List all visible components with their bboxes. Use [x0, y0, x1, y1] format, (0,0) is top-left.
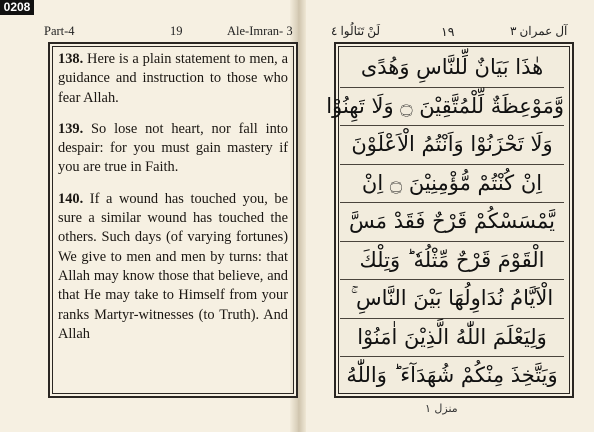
page-index-badge: 0208: [0, 0, 34, 15]
verse-text: If a wound has touched you, be sure a similar wound has touched the others. Such days (of varying fortunes) We give to men and men by turns: that Allah may know those that believe, and that He may take to Himself from your ranks Martyr-witnesses (to Truth). And Allah: [58, 190, 288, 342]
arabic-line: هٰذَا بَيَانٌ لِّلنَّاسِ وَهُدًى: [340, 49, 564, 88]
arabic-line: وَلِيَعْلَمَ اللّٰهُ الَّذِيْنَ اٰمَنُوْا: [340, 319, 564, 358]
verse-number: 140.: [58, 190, 84, 207]
arabic-line: الْقَوْمَ قَرْحٌ مِّثْلُهٗ ؕ وَتِلْكَ: [340, 242, 564, 281]
verse-number: 139.: [58, 120, 84, 137]
arabic-surah-label: آل عمران ٣: [510, 24, 568, 38]
arabic-text: [326, 49, 564, 389]
arabic-line: الْاَيَّامُ نُدَاوِلُهَا بَيْنَ النَّاسِ ۚ: [340, 280, 564, 319]
arabic-line: يَّمْسَسْكُمْ قَرْحٌ فَقَدْ مَسَّ: [340, 203, 564, 242]
part-label: Part-4: [44, 24, 75, 38]
verse-140: [58, 190, 288, 344]
right-page-number: ١٩: [441, 25, 455, 39]
arabic-juz-label: لَنْ تَنَالُوا ٤: [331, 24, 381, 38]
verse-text: So lose not heart, nor fall into despair: for you must gain mastery if you are true in Faith.: [58, 120, 288, 176]
arabic-line: وَّمَوْعِظَةٌ لِّلْمُتَّقِيْنَ ۝ وَلَا تَهِنُوْا: [340, 88, 564, 127]
surah-label: Ale-Imran- 3: [227, 24, 293, 38]
verse-139: [58, 120, 288, 178]
arabic-line: اِنْ كُنْتُمْ مُّؤْمِنِيْنَ ۝ اِنْ: [340, 165, 564, 204]
translation-text: [58, 50, 288, 356]
manzil-footer: منزل ١: [425, 402, 458, 415]
arabic-line: وَيَتَّخِذَ مِنْكُمْ شُهَدَآءَ ؕ وَاللّٰهُ: [346, 363, 558, 387]
verse-number: 138.: [58, 51, 84, 67]
arabic-line: وَلَا تَحْزَنُوْا وَاَنْتُمُ الْاَعْلَوْنَ: [340, 126, 564, 165]
left-page-number: 19: [170, 24, 183, 38]
verse-text: Here is a plain statement to men, a guidance and instruction to those who fear Allah.: [58, 51, 288, 106]
verse-138: [58, 50, 288, 108]
